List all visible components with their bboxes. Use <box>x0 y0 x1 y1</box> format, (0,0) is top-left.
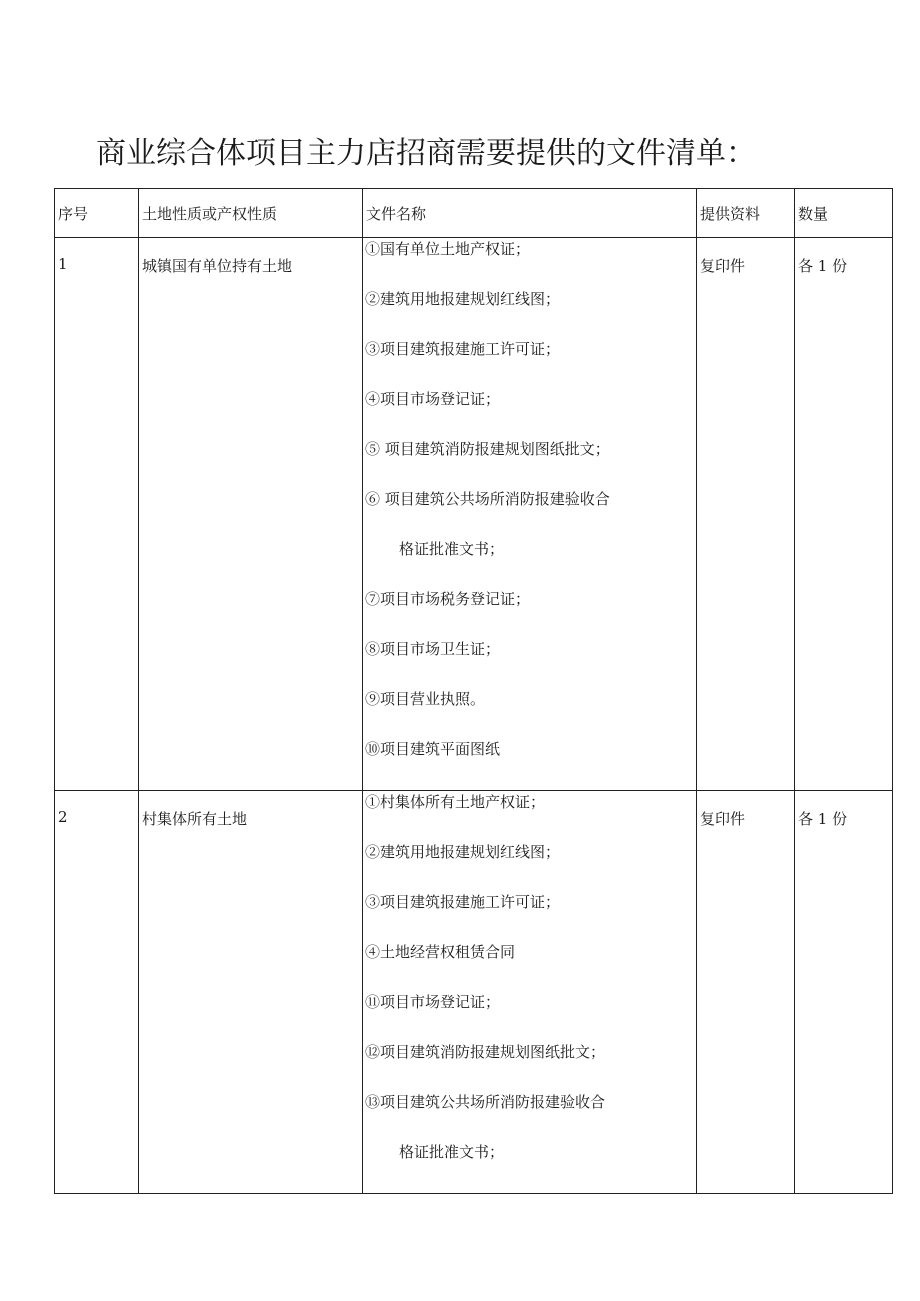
table-header-row <box>55 189 893 238</box>
list-item: 格证批准文书； <box>399 1143 505 1161</box>
quantity: 各 1 份 <box>798 257 848 275</box>
list-item: ③项目建筑报建施工许可证； <box>365 893 561 911</box>
list-item: ⑦项目市场税务登记证； <box>365 590 531 608</box>
header-cell: 文件名称 <box>363 189 697 238</box>
land-nature-cell <box>139 238 363 791</box>
row-number: 1 <box>58 255 68 273</box>
land-nature: 村集体所有土地 <box>142 810 248 828</box>
provide-type: 复印件 <box>700 257 746 275</box>
list-item: ⑪项目市场登记证； <box>365 993 501 1011</box>
quantity-cell <box>795 238 893 791</box>
list-item: ⑧项目市场卫生证； <box>365 640 501 658</box>
list-item: ④土地经营权租赁合同 <box>365 943 516 961</box>
list-item: ⑤ 项目建筑消防报建规划图纸批文； <box>365 440 610 458</box>
row-number-cell <box>55 791 139 1194</box>
row-number-cell <box>55 238 139 791</box>
file-list-cell <box>363 791 697 1194</box>
header-cell: 序号 <box>55 189 139 238</box>
list-item: ④项目市场登记证； <box>365 390 501 408</box>
list-item: ⑥ 项目建筑公共场所消防报建验收合 <box>365 490 610 508</box>
list-item: ①村集体所有土地产权证； <box>365 793 546 811</box>
file-list <box>363 238 696 790</box>
quantity-cell <box>795 791 893 1194</box>
table-row <box>55 791 893 1194</box>
quantity: 各 1 份 <box>798 810 848 828</box>
list-item: ⑬项目建筑公共场所消防报建验收合 <box>365 1093 606 1111</box>
list-item: ①国有单位土地产权证； <box>365 240 531 258</box>
file-list-cell <box>363 238 697 791</box>
page-title: 商业综合体项目主力店招商需要提供的文件清单： <box>96 136 756 171</box>
header-cell: 提供资料 <box>697 189 795 238</box>
table-row <box>55 238 893 791</box>
document-list-table <box>54 188 893 1194</box>
header-cell: 土地性质或产权性质 <box>139 189 363 238</box>
row-number: 2 <box>58 808 68 826</box>
land-nature: 城镇国有单位持有土地 <box>142 257 293 275</box>
list-item: ②建筑用地报建规划红线图； <box>365 843 561 861</box>
list-item: ⑩项目建筑平面图纸 <box>365 740 501 758</box>
list-item: 格证批准文书； <box>399 540 505 558</box>
file-list <box>363 791 696 1193</box>
land-nature-cell <box>139 791 363 1194</box>
provide-cell <box>697 238 795 791</box>
header-cell: 数量 <box>795 189 893 238</box>
list-item: ③项目建筑报建施工许可证； <box>365 340 561 358</box>
list-item: ⑫项目建筑消防报建规划图纸批文； <box>365 1043 606 1061</box>
provide-type: 复印件 <box>700 810 746 828</box>
list-item: ⑨项目营业执照。 <box>365 690 486 708</box>
list-item: ②建筑用地报建规划红线图； <box>365 290 561 308</box>
provide-cell <box>697 791 795 1194</box>
